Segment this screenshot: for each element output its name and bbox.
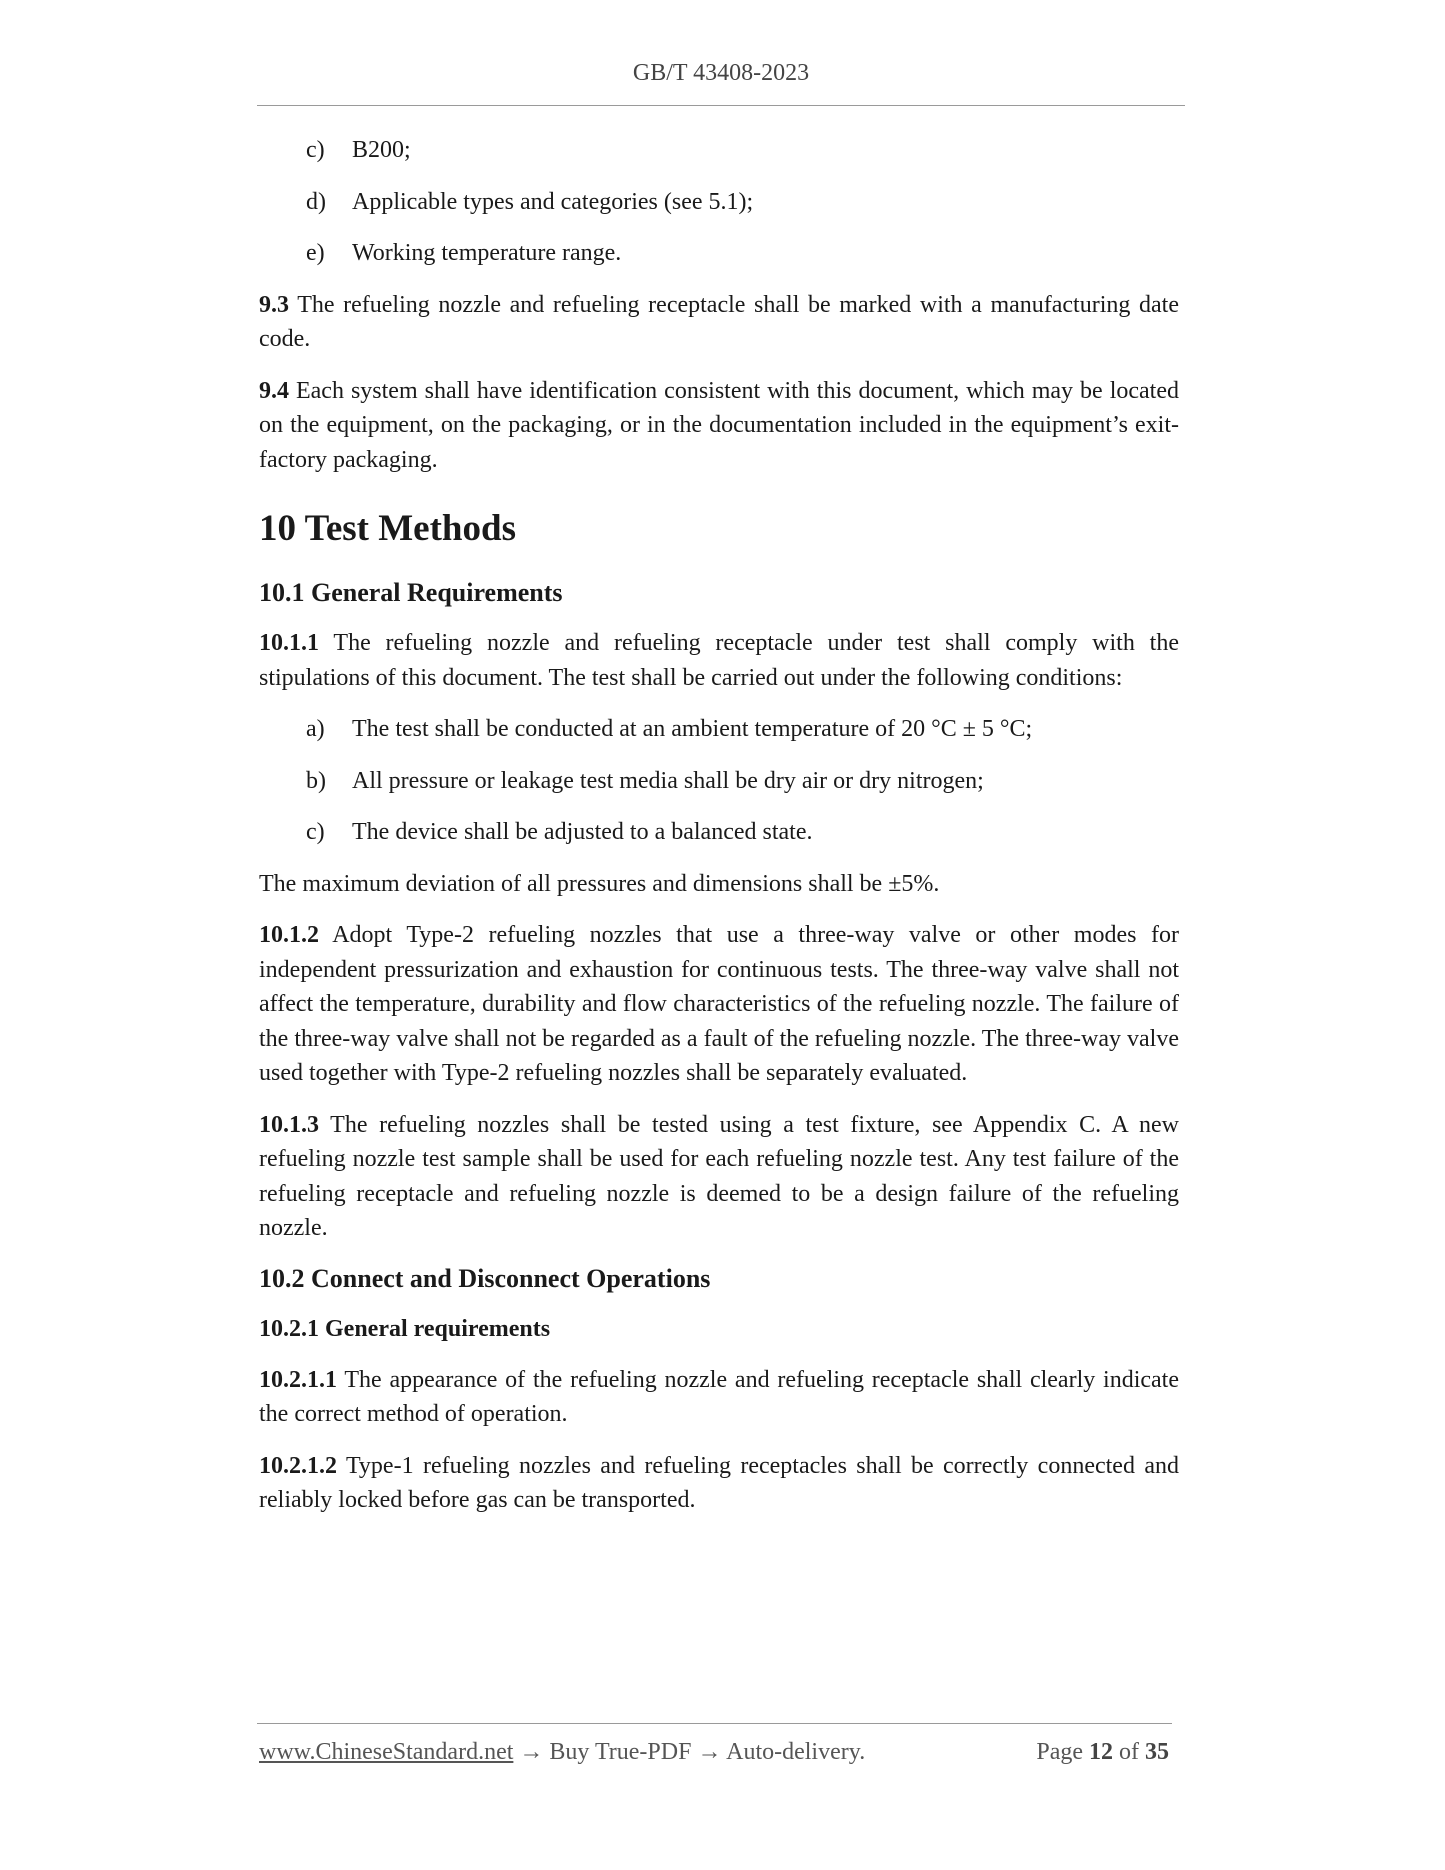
clause-10-2-1-2: [259, 1449, 1179, 1518]
list-item: [259, 815, 1179, 850]
clause-number: 9.4: [259, 377, 289, 404]
page-of: of: [1119, 1739, 1139, 1765]
website-link[interactable]: www.ChineseStandard.net: [259, 1739, 514, 1765]
list-item: [259, 712, 1179, 747]
section-heading-10: 10 Test Methods: [259, 508, 516, 549]
list-marker: c): [306, 819, 325, 845]
clause-text: The refueling nozzles shall be tested using a test fixture, see Appendix C. A new refueling nozzle test sample shall be used for each refueling nozzle test. Any test failure of the refueling receptacle and refueling nozzle is deemed to be a design failure of the refueling nozzle.: [259, 1111, 1179, 1241]
list-marker: a): [306, 716, 325, 742]
clause-number: 10.2.1.1: [259, 1366, 337, 1393]
clause-number: 10.1.3: [259, 1111, 319, 1138]
clause-9-4: [259, 374, 1179, 478]
list-text: B200;: [352, 137, 411, 163]
list-text: The device shall be adjusted to a balanced state.: [352, 819, 813, 845]
page-body: [259, 137, 1179, 1518]
clause-number: 10.1.2: [259, 922, 319, 948]
clause-number: 10.2.1.2: [259, 1452, 337, 1479]
clause-text: Adopt Type-2 refueling nozzles that use a three-way valve or other modes for independent pressurization and exhaustion for continuous tests. The three-way valve shall not affect the temperature, durability and flow characteristics of the refueling nozzle. The failure of the three-way valve shall not be regarded as a fault of the refueling nozzle. The three-way valve used together with Type-2 refueling nozzles shall be separately evaluated.: [259, 922, 1179, 1086]
page-current: 12: [1089, 1739, 1113, 1765]
clause-10-1-3: [259, 1108, 1179, 1246]
page-number: [1036, 1739, 1169, 1766]
list-marker: d): [306, 188, 326, 215]
header-divider: [257, 105, 1185, 106]
page-label: Page: [1036, 1739, 1083, 1765]
list-marker: b): [306, 767, 326, 794]
page-total: 35: [1145, 1739, 1169, 1765]
footer-promo: [259, 1739, 865, 1766]
clause-10-1-2: [259, 918, 1179, 1091]
list-text: All pressure or leakage test media shall be dry air or dry nitrogen;: [352, 767, 984, 794]
clause-10-1-1: [259, 626, 1179, 695]
list-marker: c): [306, 137, 325, 163]
list-text: Applicable types and categories (see 5.1);: [352, 188, 754, 215]
clause-number: 10.1.1: [259, 630, 319, 656]
subsection-heading-10-1: 10.1 General Requirements: [259, 578, 563, 607]
deviation-paragraph: The maximum deviation of all pressures and dimensions shall be ±5%.: [259, 870, 940, 897]
list-item: [259, 185, 1179, 220]
footer-divider: [257, 1723, 1172, 1724]
clause-text: The refueling nozzle and refueling receptacle under test shall comply with the stipulations of this document. The test shall be carried out under the following conditions:: [259, 630, 1179, 691]
list-item: [259, 764, 1179, 799]
subsection-heading-10-2-1: 10.2.1 General requirements: [259, 1315, 551, 1342]
running-header: GB/T 43408-2023: [632, 60, 810, 86]
list-text: The test shall be conducted at an ambient temperature of 20 °C ± 5 °C;: [352, 716, 1033, 742]
clause-9-3: [259, 288, 1179, 357]
list-item: [259, 133, 1179, 168]
list-text: Working temperature range.: [352, 240, 622, 266]
list-item: [259, 236, 1179, 271]
subsection-heading-10-2: 10.2 Connect and Disconnect Operations: [259, 1263, 711, 1293]
clause-number: 9.3: [259, 291, 289, 318]
clause-text: Each system shall have identification consistent with this document, which may be located on the equipment, on the packaging, or in the documentation included in the equipment’s exit-factory packaging.: [259, 377, 1179, 473]
clause-text: The appearance of the refueling nozzle and refueling receptacle shall clearly indicate the correct method of operation.: [259, 1366, 1179, 1427]
clause-text: Type-1 refueling nozzles and refueling receptacles shall be correctly connected and reliably locked before gas can be transported.: [259, 1452, 1179, 1513]
clause-text: The refueling nozzle and refueling receptacle shall be marked with a manufacturing date code.: [259, 291, 1179, 352]
list-marker: e): [306, 240, 325, 266]
clause-10-2-1-1: [259, 1363, 1179, 1432]
footer-tagline: → Buy True-PDF → Auto-delivery.: [513, 1739, 866, 1765]
